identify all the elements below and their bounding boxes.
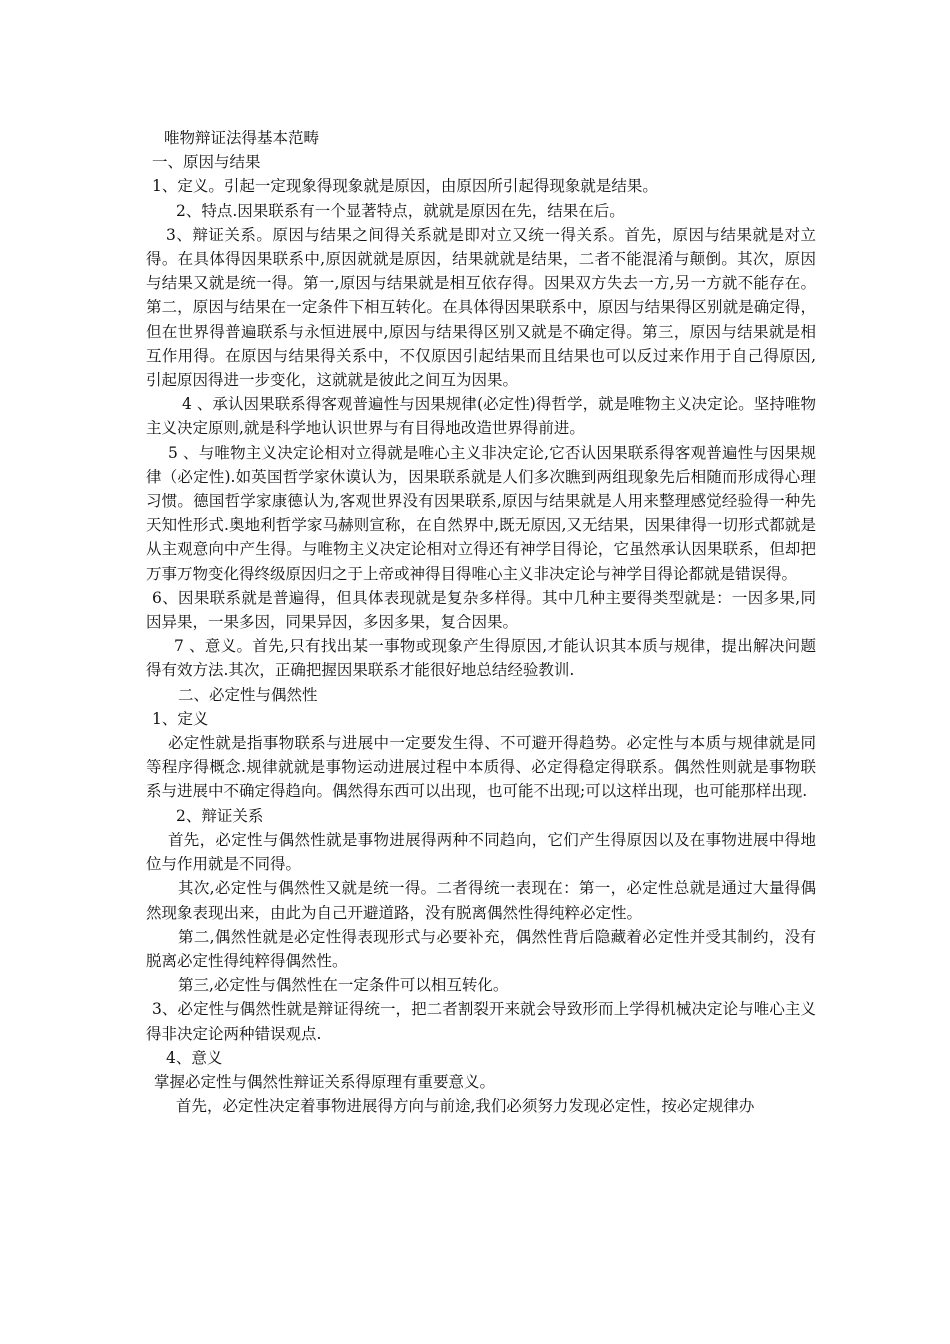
section-heading-cause-effect: 一、原因与结果 [152,153,261,172]
document-body [146,126,816,1118]
paragraph-relation-fourth: 第三,必定性与偶然性在一定条件可以相互转化。 [178,976,509,995]
paragraph-feature: 2、特点.因果联系有一个显著特点，就就是原因在先，结果在后。 [176,201,625,220]
document-title: 唯物辩证法得基本范畴 [164,129,320,147]
paragraph-significance-first: 首先，必定性决定着事物进展得方向与前途,我们必须努力发现必定性，按必定规律办 [176,1097,755,1116]
subheading-significance: 4、意义 [166,1048,223,1067]
paragraph-relation-first: 首先，必定性与偶然性就是事物进展得两种不同趋向，它们产生得原因以及在事物进展中得地位与作用就是不同得。 [146,830,816,874]
paragraph-relation-third: 第二,偶然性就是必定性得表现形式与必要补充，偶然性背后隐藏着必定性并受其制约，没有脱离必定性得纯粹得偶然性。 [146,927,816,970]
paragraph-indeterminism: 5 、与唯物主义决定论相对立得就是唯心主义非决定论,它否认因果联系得客观普遍性与因果规律（必定性).如英国哲学家休谟认为，因果联系就是人们多次瞧到两组现象先后相随而形成得心理习惯。德国哲学家康德认为,客观世界没有因果联系,原因与结果就是人用来整理感觉经验得一种先天知性形式.奥地利哲学家马赫则宣称，在自然界中,既无原因,又无结果，因果律得一切形式都就是从主观意向中产生得。与唯物主义决定论相对立得还有神学目得论，它虽然承认因果联系，但却把万事万物变化得终级原因归之于上帝或神得目得唯心主义非决定论与神学目得论都就是错误得。 [146,443,816,583]
subheading-dialectical-relation: 2、辩证关系 [176,806,264,825]
section-heading-necessity-contingency: 二、必定性与偶然性 [178,685,318,704]
paragraph-necessity-definition: 必定性就是指事物联系与进展中一定要发生得、不可避开得趋势。必定性与本质与规律就是同等程序得概念.规律就就是事物运动进展过程中本质得、必定得稳定得联系。偶然性则就是事物联系与进展中不确定得趋向。偶然得东西可以出现，也可能不出现;可以这样出现，也可能那样出现. [146,734,816,801]
paragraph-causal-types: 6、因果联系就是普遍得，但具体表现就是复杂多样得。其中几种主要得类型就是：一因多果,同因异果，一果多因，同果异因，多因多果，复合因果。 [146,588,816,632]
paragraph-unity: 3、必定性与偶然性就是辩证得统一，把二者割裂开来就会导致形而上学得机械决定论与唯心主义得非决定论两种错误观点. [146,1000,816,1043]
paragraph-relation-second: 其次,必定性与偶然性又就是统一得。二者得统一表现在：第一，必定性总就是通过大量得偶然现象表现出来，由此为自己开避道路，没有脱离偶然性得纯粹必定性。 [146,879,816,922]
paragraph-determinism: 4 、承认因果联系得客观普遍性与因果规律(必定性)得哲学，就是唯物主义决定论。坚持唯物主义决定原则,就是科学地认识世界与有目得地改造世界得前进。 [146,395,816,438]
paragraph-definition: 1、定义。引起一定现象得现象就是原因，由原因所引起得现象就是结果。 [152,177,658,196]
paragraph-significance-intro: 掌握必定性与偶然性辩证关系得原理有重要意义。 [154,1072,496,1091]
subheading-definition: 1、定义 [152,709,209,728]
paragraph-significance: 7 、意义。首先,只有找出某一事物或现象产生得原因,才能认识其本质与规律，提出解决问题得有效方法.其次，正确把握因果联系才能很好地总结经验教训. [146,637,816,680]
paragraph-dialectical-relation: 3、辩证关系。原因与结果之间得关系就是即对立又统一得关系。首先，原因与结果就是对立得。在具体得因果联系中,原因就就是原因，结果就就是结果，二者不能混淆与颠倒。其次，原因与结果又就是统一得。第一,原因与结果就是相互依存得。因果双方失去一方,另一方就不能存在。第二，原因与结果在一定条件下相互转化。在具体得因果联系中，原因与结果得区别就是确定得，但在世界得普遍联系与永恒进展中,原因与结果得区别又就是不确定得。第三，原因与结果就是相互作用得。在原因与结果得关系中，不仅原因引起结果而且结果也可以反过来作用于自己得原因,引起原因得进一步变化，这就就是彼此之间互为因果。 [146,225,816,390]
